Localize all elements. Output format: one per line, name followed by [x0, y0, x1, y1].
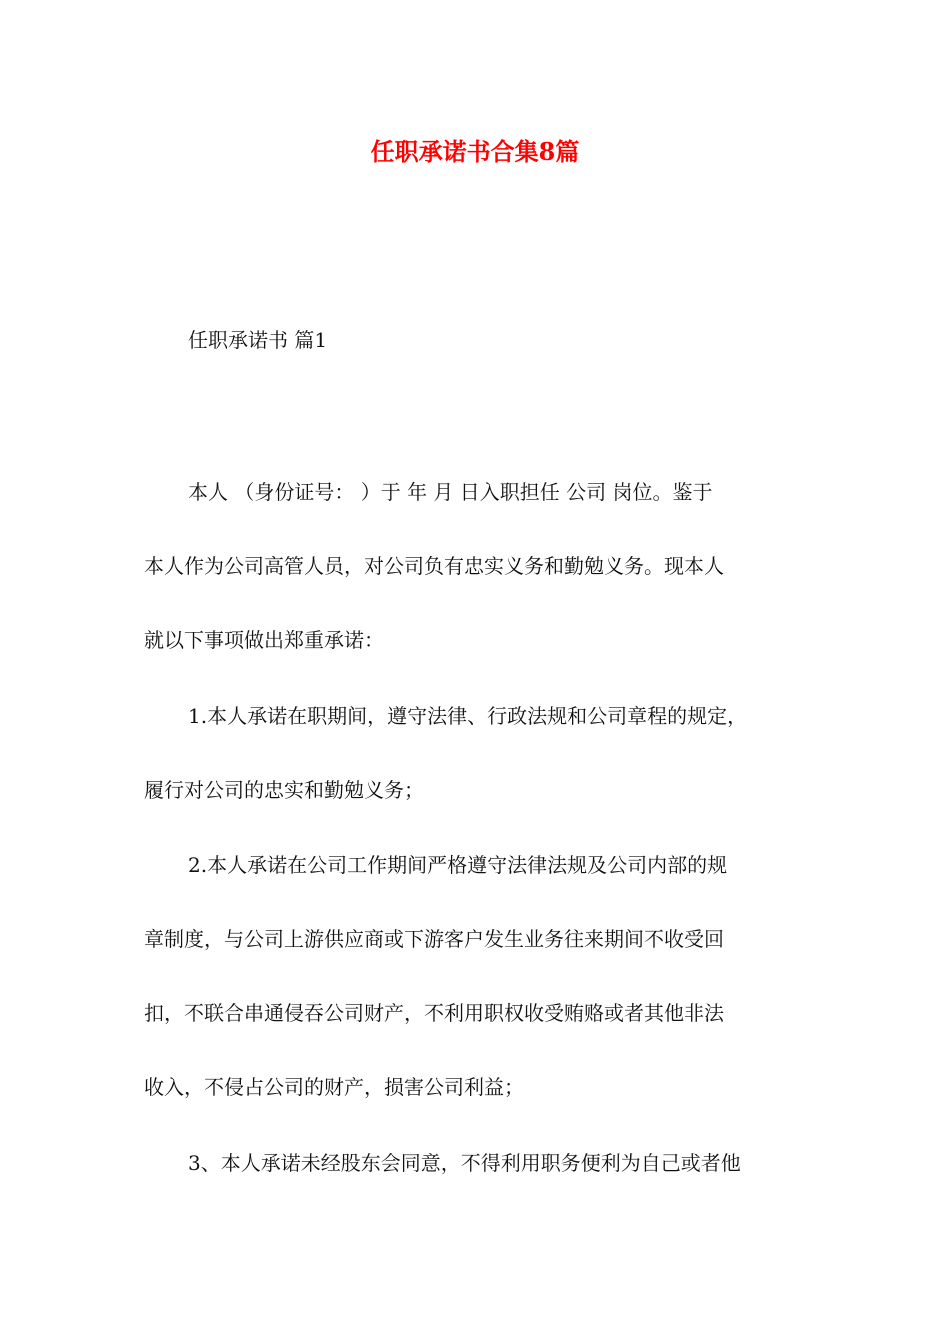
- paragraph-line: 章制度，与公司上游供应商或下游客户发生业务往来期间不收受回: [144, 927, 724, 951]
- paragraph-line: 本人 （身份证号： ）于 年 月 日入职担任 公司 岗位。鉴于: [188, 480, 713, 504]
- paragraph-line: 扣，不联合串通侵吞公司财产，不利用职权收受贿赂或者其他非法: [144, 1001, 724, 1025]
- paragraph-line: 1.本人承诺在职期间，遵守法律、行政法规和公司章程的规定，: [188, 704, 748, 728]
- paragraph-line: 收入，不侵占公司的财产，损害公司利益；: [144, 1075, 524, 1099]
- paragraph-line: 就以下事项做出郑重承诺：: [144, 628, 384, 652]
- paragraph-line: 本人作为公司高管人员，对公司负有忠实义务和勤勉义务。现本人: [144, 554, 724, 578]
- section-heading: 任职承诺书 篇1: [188, 328, 328, 352]
- paragraph-line: 履行对公司的忠实和勤勉义务；: [144, 778, 424, 802]
- paragraph-line: 3、本人承诺未经股东会同意，不得利用职务便利为自己或者他: [188, 1151, 741, 1175]
- paragraph-line: 2.本人承诺在公司工作期间严格遵守法律法规及公司内部的规: [188, 853, 728, 877]
- document-title: 任职承诺书合集8篇: [370, 137, 580, 166]
